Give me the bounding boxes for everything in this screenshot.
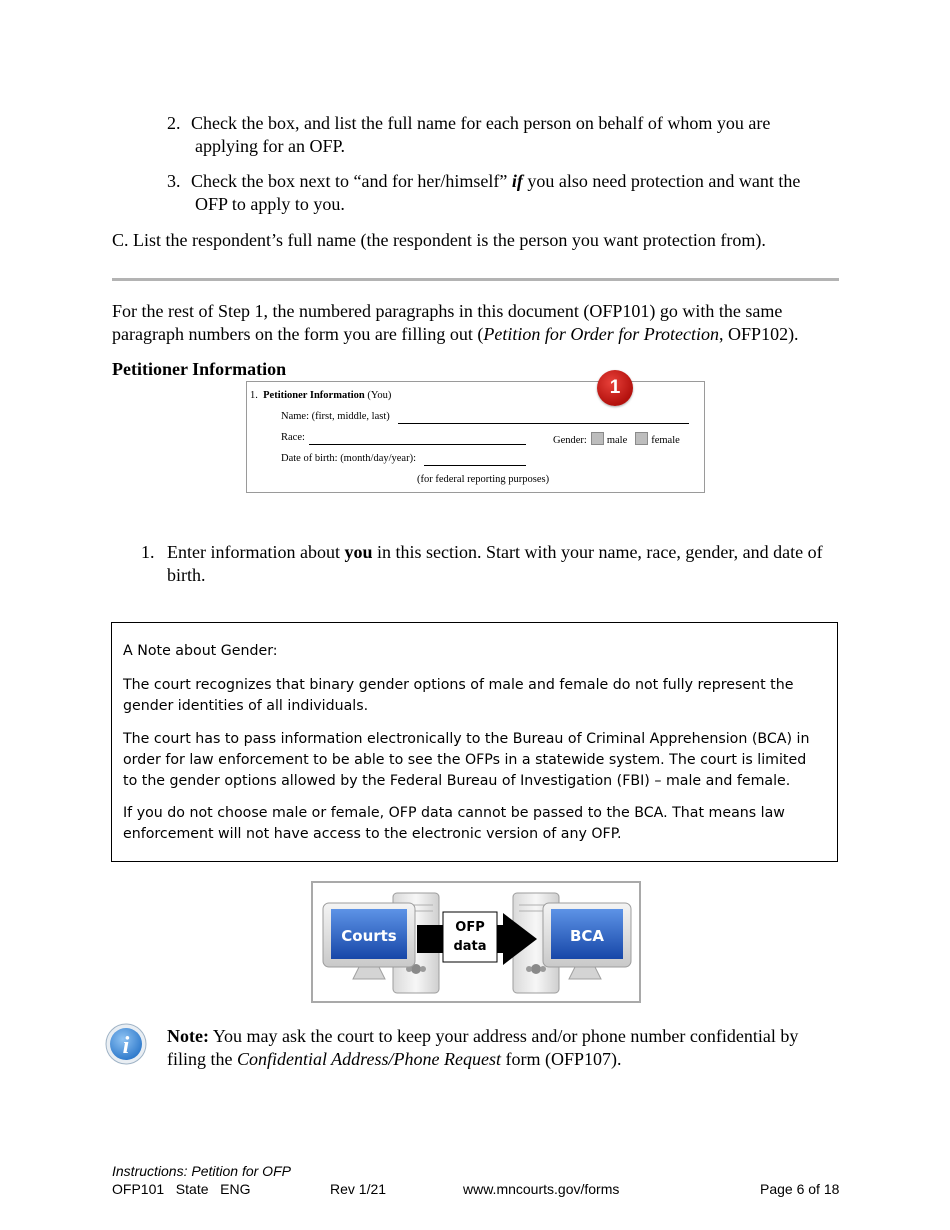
item-text-line2: OFP to apply to you. bbox=[195, 194, 345, 214]
section-number-badge: 1 bbox=[597, 370, 633, 406]
note-text-line1: You may ask the court to keep your address and/or phone number confidential by bbox=[208, 1026, 799, 1046]
note-label: Note: bbox=[167, 1026, 209, 1046]
info-icon bbox=[104, 1022, 148, 1066]
intro-form-title: Petition for Order for Protection bbox=[483, 324, 720, 344]
section-divider bbox=[112, 278, 839, 281]
svg-text:i: i bbox=[122, 1033, 130, 1059]
item-number: 3. bbox=[167, 171, 181, 191]
form-number: 1. bbox=[250, 390, 258, 401]
form-section-title bbox=[250, 390, 391, 401]
gender-label: Gender: bbox=[553, 435, 587, 446]
section-heading: Petitioner Information bbox=[112, 359, 287, 379]
intro-line2b: , OFP102). bbox=[719, 324, 799, 344]
footer-form-code: OFP101 State ENG bbox=[112, 1181, 251, 1197]
item-text-line1b: you also need protection and want the bbox=[522, 171, 801, 191]
footer-page-number: Page 6 of 18 bbox=[760, 1181, 840, 1197]
bca-screen-label: BCA bbox=[569, 927, 605, 945]
step-item-c: C. List the respondent’s full name (the respondent is the person you want protection from). bbox=[112, 230, 766, 250]
gender-note-paragraph-3: If you do not choose male or female, OFP data cannot be passed to the BCA. That means law enforcement will not have access to the electronic version of any OFP. bbox=[123, 805, 785, 842]
gender-note-paragraph-2: The court has to pass information electronically to the Bureau of Criminal Apprehension (BCA) in order for law enforcement to be able to see the OFPs in a statewide system. The court is limited to the gender options allowed by the Federal Bureau of Investigation (FBI) – male and female. bbox=[123, 731, 810, 789]
dob-label: Date of birth: (month/day/year): bbox=[281, 453, 416, 464]
dob-line bbox=[424, 465, 526, 466]
item-number: 2. bbox=[167, 113, 181, 133]
female-checkbox[interactable] bbox=[635, 432, 648, 445]
item-number: 1. bbox=[141, 542, 155, 562]
note-text-line2a: filing the bbox=[167, 1049, 237, 1069]
footer-revision: Rev 1/21 bbox=[330, 1181, 387, 1197]
footer-title: Instructions: Petition for OFP bbox=[112, 1163, 291, 1179]
item-text-line1: Check the box, and list the full name for each person on behalf of whom you are bbox=[191, 113, 771, 133]
footer-url[interactable]: www.mncourts.gov/forms bbox=[463, 1181, 620, 1197]
intro-line1: For the rest of Step 1, the numbered paragraphs in this document (OFP101) go with the same bbox=[112, 301, 783, 321]
ofp-data-label-line2: data bbox=[453, 939, 487, 954]
race-label: Race: bbox=[281, 432, 305, 443]
step-item-2 bbox=[167, 112, 847, 158]
name-label: Name: (first, middle, last) bbox=[281, 411, 390, 422]
data-flow-diagram bbox=[311, 881, 641, 1003]
gender-note-title: A Note about Gender: bbox=[123, 643, 278, 659]
instruction-item-1 bbox=[141, 541, 841, 587]
federal-note: (for federal reporting purposes) bbox=[417, 474, 550, 485]
note-text-line2b: form (OFP107). bbox=[500, 1049, 622, 1069]
instruction-bold: you bbox=[344, 542, 373, 562]
instruction-part2: in this section. Start with your name, race, gender, and date of bbox=[372, 542, 823, 562]
male-checkbox[interactable] bbox=[591, 432, 604, 445]
male-label: male bbox=[606, 435, 628, 446]
courts-screen-label: Courts bbox=[341, 927, 397, 945]
item-text-line2: applying for an OFP. bbox=[195, 136, 345, 156]
race-line bbox=[309, 444, 526, 445]
intro-paragraph bbox=[112, 300, 847, 346]
form-title-bold: Petitioner Information bbox=[263, 390, 365, 401]
instruction-line2: birth. bbox=[167, 565, 206, 585]
ofp-data-label-line1: OFP bbox=[455, 920, 485, 935]
confidential-note bbox=[167, 1025, 847, 1071]
item-text-line1a: Check the box next to “and for her/himself” bbox=[191, 171, 508, 191]
ofp-data-label bbox=[443, 918, 497, 956]
instruction-part1: Enter information about bbox=[167, 542, 345, 562]
form-title-rest: (You) bbox=[364, 390, 392, 401]
form-snippet bbox=[246, 381, 705, 493]
gender-note-box bbox=[111, 622, 838, 862]
intro-line2a: paragraph numbers on the form you are filling out ( bbox=[112, 324, 484, 344]
note-form-title: Confidential Address/Phone Request bbox=[237, 1049, 501, 1069]
gender-note-paragraph-1: The court recognizes that binary gender options of male and female do not fully represent the gender identities of all individuals. bbox=[123, 677, 794, 714]
female-label: female bbox=[651, 435, 680, 446]
step-item-3 bbox=[167, 170, 847, 216]
name-line bbox=[398, 423, 689, 424]
emphasis-if: if bbox=[511, 171, 523, 191]
gender-field bbox=[553, 432, 680, 446]
